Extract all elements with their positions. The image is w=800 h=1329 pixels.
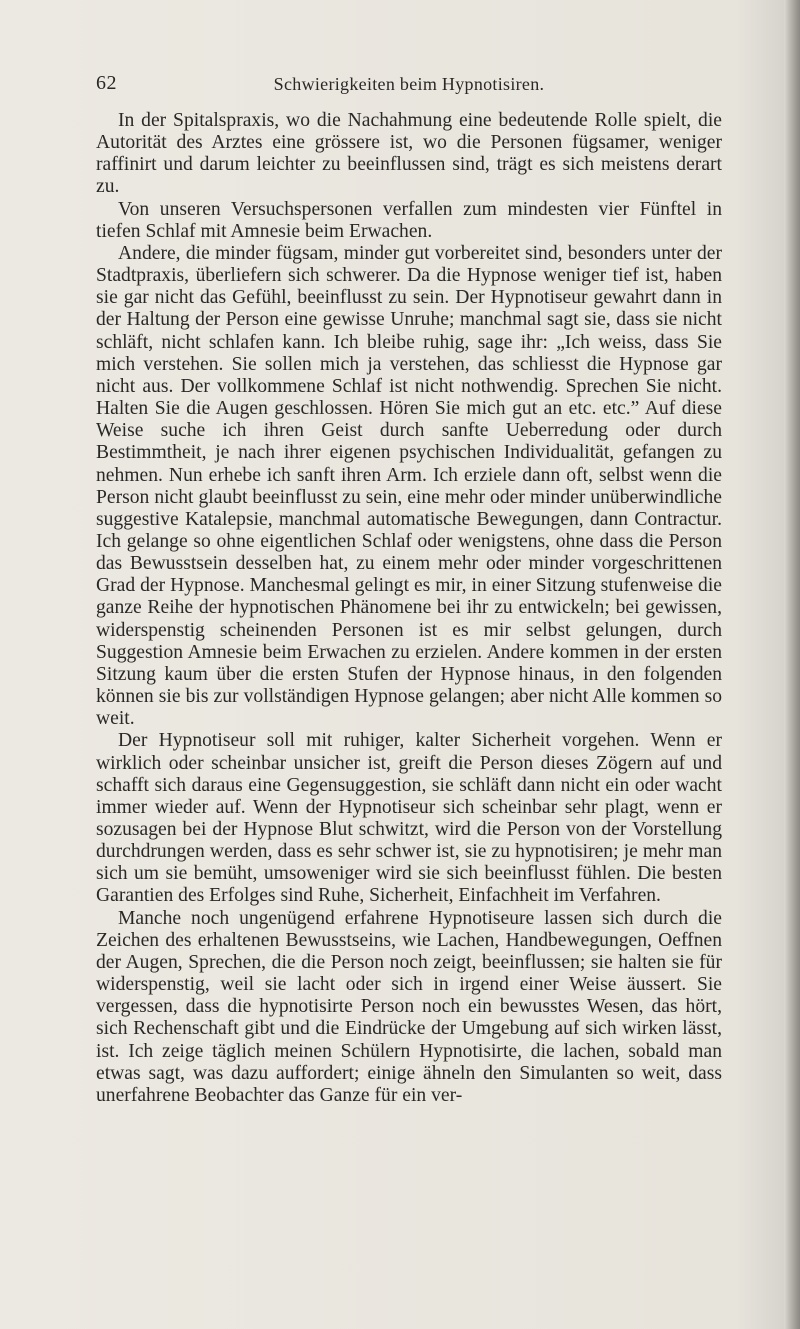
paragraph: In der Spitalspraxis, wo die Nachahmung eine bedeutende Rolle spielt, die Autorität des Arztes eine grössere ist, wo die Personen fügsamer, weniger raffinirt und darum leichter zu beeinflussen sind, trägt es sich meistens derart zu. bbox=[96, 110, 722, 198]
paragraph: Manche noch ungenügend erfahrene Hypnotiseure lassen sich durch die Zeichen des erhaltenen Bewusstseins, wie Lachen, Handbewegungen, Oeffnen der Augen, Sprechen, die die Person noch zeigt, beeinflussen; sie halten sie für widerspenstig, weil sie lacht oder sich in irgend einer Weise äussert. Sie vergessen, dass die hypnotisirte Person noch ein bewusstes Wesen, das hört, sich Rechenschaft gibt und die Eindrücke der Umgebung auf sich wirken lässt, ist. Ich zeige täglich meinen Schülern Hypnotisirte, die lachen, sobald man etwas sagt, was dazu auffordert; einige ähneln den Simulanten so weit, dass unerfahrene Beobachter das Ganze für ein ver- bbox=[96, 907, 722, 1106]
paragraph: Der Hypnotiseur soll mit ruhiger, kalter Sicherheit vorgehen. Wenn er wirklich oder scheinbar unsicher ist, greift die Person dieses Zögern auf und schafft sich daraus eine Gegensuggestion, sie schläft dann nicht ein oder wacht immer wieder auf. Wenn der Hypnotiseur sich scheinbar sehr plagt, wenn er sozusagen bei der Hypnose Blut schwitzt, wird die Person von der Vorstellung durchdrungen werden, dass es sehr schwer ist, sie zu hypnotisiren; je mehr man sich um sie bemüht, umsoweniger wird sie sich beeinflusst fühlen. Die besten Garantien des Erfolges sind Ruhe, Sicherheit, Einfachheit im Verfahren. bbox=[96, 730, 722, 907]
body-text bbox=[96, 110, 722, 1107]
page-number: 62 bbox=[96, 72, 117, 94]
running-head: Schwierigkeiten beim Hypnotisiren. bbox=[273, 74, 545, 94]
page-header bbox=[96, 72, 722, 96]
page-edge-shadow bbox=[784, 0, 800, 1329]
paragraph: Andere, die minder fügsam, minder gut vorbereitet sind, besonders unter der Stadtpraxis, überliefern sich schwerer. Da die Hypnose weniger tief ist, haben sie gar nicht das Gefühl, beeinflusst zu sein. Der Hypnotiseur gewahrt dann in der Haltung der Person eine gewisse Unruhe; manchmal sagt sie, dass sie nicht schläft, nicht schlafen kann. Ich bleibe ruhig, sage ihr: „Ich weiss, dass Sie mich verstehen. Sie sollen mich ja verstehen, das schliesst die Hypnose gar nicht aus. Der vollkommene Schlaf ist nicht nothwendig. Sprechen Sie nicht. Halten Sie die Augen geschlossen. Hören Sie mich gut an etc. etc.” Auf diese Weise suche ich ihren Geist durch sanfte Ueberredung oder durch Bestimmtheit, je nach ihrer eigenen psychischen Individualität, gefangen zu nehmen. Nun erhebe ich sanft ihren Arm. Ich erziele dann oft, selbst wenn die Person nicht glaubt beeinflusst zu sein, eine mehr oder minder unüberwindliche suggestive Katalepsie, manchmal automatische Bewegungen, dann Contractur. Ich gelange so ohne eigentlichen Schlaf oder wenigstens, ohne dass die Person das Bewusstsein desselben hat, zu einem mehr oder minder vorgeschrittenen Grad der Hypnose. Manchesmal gelingt es mir, in einer Sitzung stufenweise die ganze Reihe der hypnotischen Phänomene bei ihr zu entwickeln; bei gewissen, widerspenstig scheinenden Personen ist es mir selbst gelungen, durch Suggestion Amnesie beim Erwachen zu erzielen. Andere kommen in der ersten Sitzung kaum über die ersten Stufen der Hypnose hinaus, in den folgenden können sie bis zur vollständigen Hypnose gelangen; aber nicht Alle kommen so weit. bbox=[96, 242, 722, 730]
paragraph: Von unseren Versuchspersonen verfallen zum mindesten vier Fünftel in tiefen Schlaf mit Amnesie beim Erwachen. bbox=[96, 198, 722, 242]
